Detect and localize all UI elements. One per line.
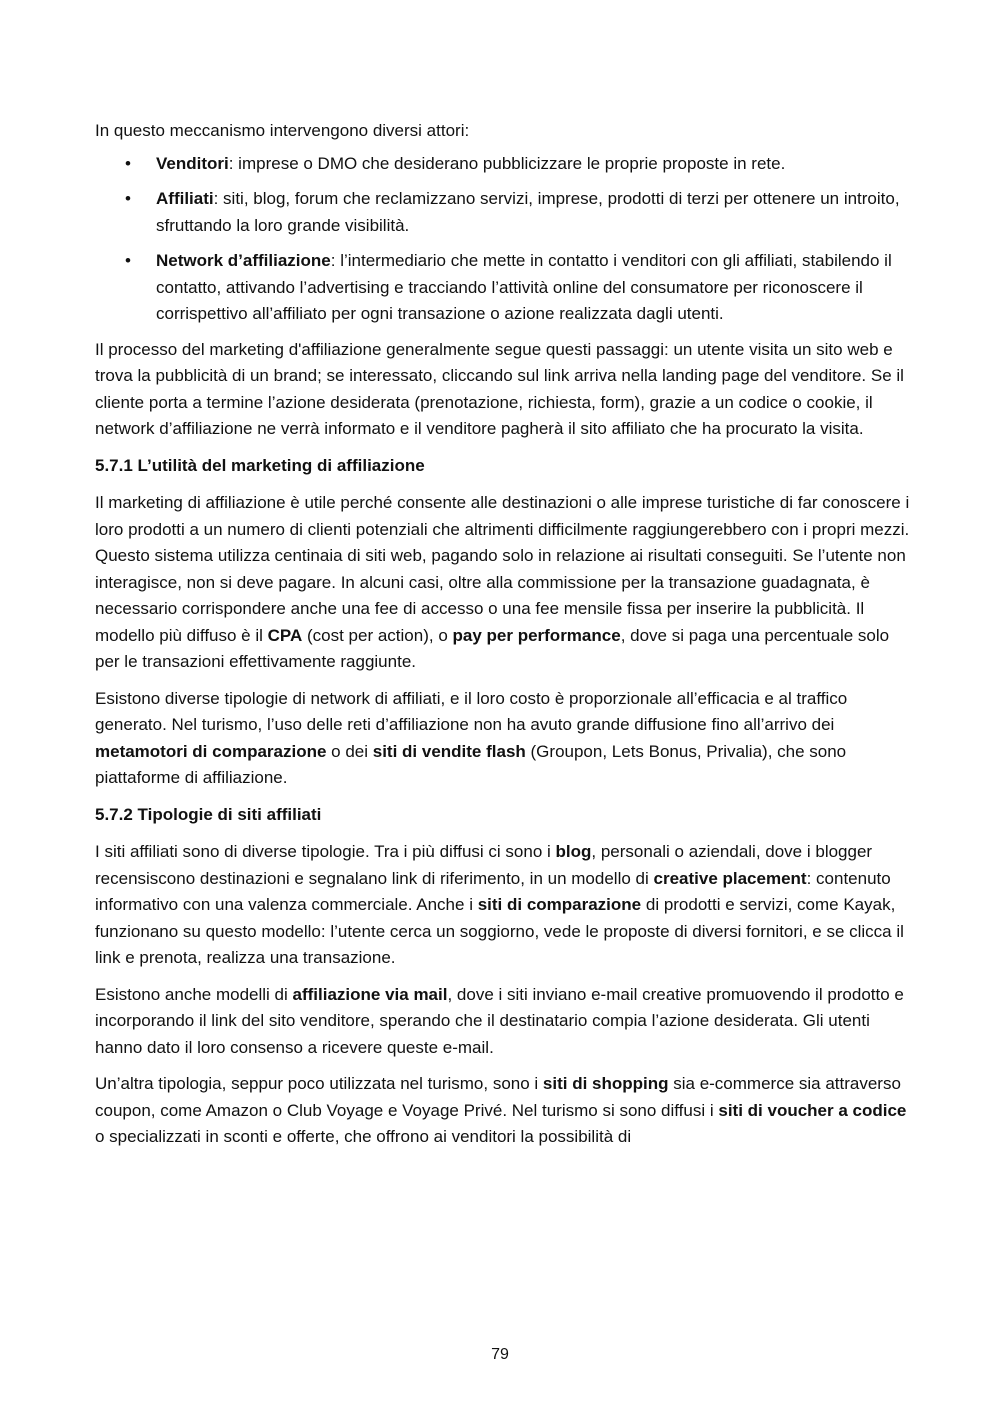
actor-term: Affiliati xyxy=(156,189,214,208)
utility-paragraph xyxy=(95,490,910,676)
text-run: o specializzati in sconti e offerte, che offrono ai venditori la possibilità di xyxy=(95,1127,632,1146)
text-run: I siti affiliati sono di diverse tipologie. Tra i più diffusi ci sono i xyxy=(95,842,556,861)
bold-term: metamotori di comparazione xyxy=(95,741,327,761)
bold-term: affiliazione via mail xyxy=(292,984,448,1004)
actor-term: Network d’affiliazione xyxy=(156,251,331,270)
list-item xyxy=(95,151,910,178)
bold-term: CPA xyxy=(267,625,303,645)
text-run: Un’altra tipologia, seppur poco utilizzata nel turismo, sono i xyxy=(95,1074,543,1093)
text-run: Esistono diverse tipologie di network di affiliati, e il loro costo è proporzionale all’efficacia e al traffico generato. Nel turismo, l’uso delle reti d’affiliazione non ha avuto grande diffusione fino all’arrivo dei xyxy=(95,688,848,734)
section-heading-5-7-2: 5.7.2 Tipologie di siti affiliati xyxy=(95,804,322,824)
text-run: : contenuto informativo con una valenza commerciale. Anche i xyxy=(95,868,891,914)
intro-paragraph: In questo meccanismo intervengono diversi attori: xyxy=(95,121,470,140)
text-run: Il marketing di affiliazione è utile perché consente alle destinazioni o alle imprese turistiche di far conoscere i loro prodotti a un numero di clienti potenziali che altrimenti difficilmente raggiungerebbero con i propri mezzi. Questo sistema utilizza centinaia di siti web, pagando solo in relazione ai risultati conseguiti. Se l’utente non interagisce, non si deve pagare. In alcuni casi, oltre alla commissione per la transazione guadagnata, è necessario corrispondere anche una fee di accesso o una fee mensile fissa per inserire la pubblicità. Il modello più diffuso è il xyxy=(95,493,910,645)
text-run: , dove i siti inviano e-mail creative promuovendo il prodotto e incorporando il link del sito venditore, sperando che il destinatario compia l’azione desiderata. Gli utenti hanno dato il loro consenso a ricevere queste e-mail. xyxy=(95,984,904,1057)
actor-description: : l’intermediario che mette in contatto i venditori con gli affiliati, stabilendo il contatto, attivando l’advertising e tracciando l’attività online del consumatore per riconoscere il corrispettivo all’affiliato per ogni transazione o azione realizzata dagli utenti. xyxy=(156,251,892,323)
text-run: (cost per action), o xyxy=(302,625,453,645)
mail-paragraph xyxy=(95,982,910,1062)
document-page xyxy=(95,118,910,1161)
text-run: , dove si paga una percentuale solo per le transazioni effettivamente raggiunte. xyxy=(95,625,890,671)
bullet-icon: • xyxy=(125,189,131,208)
shopping-paragraph xyxy=(95,1071,910,1151)
network-types-paragraph xyxy=(95,686,910,792)
bold-term: siti di shopping xyxy=(542,1074,669,1093)
bold-term: siti di vendite flash xyxy=(372,741,526,761)
actor-description: : imprese o DMO che desiderano pubblicizzare le proprie proposte in rete. xyxy=(228,153,786,173)
blog-paragraph xyxy=(95,839,910,972)
text-run: (Groupon, Lets Bonus, Privalia), che sono piattaforme di affiliazione. xyxy=(95,741,847,787)
page-number: 79 xyxy=(491,1346,509,1363)
actor-term: Venditori xyxy=(156,153,229,173)
list-item xyxy=(95,186,910,239)
text-run: sia e-commerce sia attraverso coupon, come Amazon o Club Voyage e Voyage Privé. Nel turismo si sono diffusi i xyxy=(95,1074,901,1120)
bold-term: siti di voucher a codice xyxy=(718,1100,907,1120)
process-paragraph: Il processo del marketing d'affiliazione generalmente segue questi passaggi: un utente visita un sito web e trova la pubblicità di un brand; se interessato, cliccando sul link arriva nella landing page del venditore. Se il cliente porta a termine l’azione desiderata (prenotazione, richiesta, form), grazie a un codice o cookie, il network d’affiliazione ne verrà informato e il venditore pagherà il sito affiliato che ha procurato la visita. xyxy=(95,339,904,438)
actors-list xyxy=(95,151,910,328)
bullet-icon: • xyxy=(125,251,131,270)
bullet-icon: • xyxy=(125,153,131,173)
text-run: Esistono anche modelli di xyxy=(95,984,293,1004)
text-run: o dei xyxy=(326,741,373,761)
bold-term: pay per performance xyxy=(452,625,621,645)
section-heading-5-7-1: 5.7.1 L’utilità del marketing di affiliazione xyxy=(95,455,425,475)
list-item xyxy=(95,248,910,328)
text-run: di prodotti e servizi, come Kayak, funzionano su questo modello: l’utente cerca un soggiorno, vede le proposte di diversi fornitori, e se clicca il link e prenota, realizza una transazione. xyxy=(95,895,904,967)
bold-term: siti di comparazione xyxy=(477,895,642,914)
bold-term: blog xyxy=(555,842,592,861)
bold-term: creative placement xyxy=(653,868,807,888)
text-run: , personali o aziendali, dove i blogger recensiscono destinazioni e segnalano link di riferimento, in un modello di xyxy=(95,842,873,888)
actor-description: : siti, blog, forum che reclamizzano servizi, imprese, prodotti di terzi per ottenere un introito, sfruttando la loro grande visibilità. xyxy=(156,189,900,235)
